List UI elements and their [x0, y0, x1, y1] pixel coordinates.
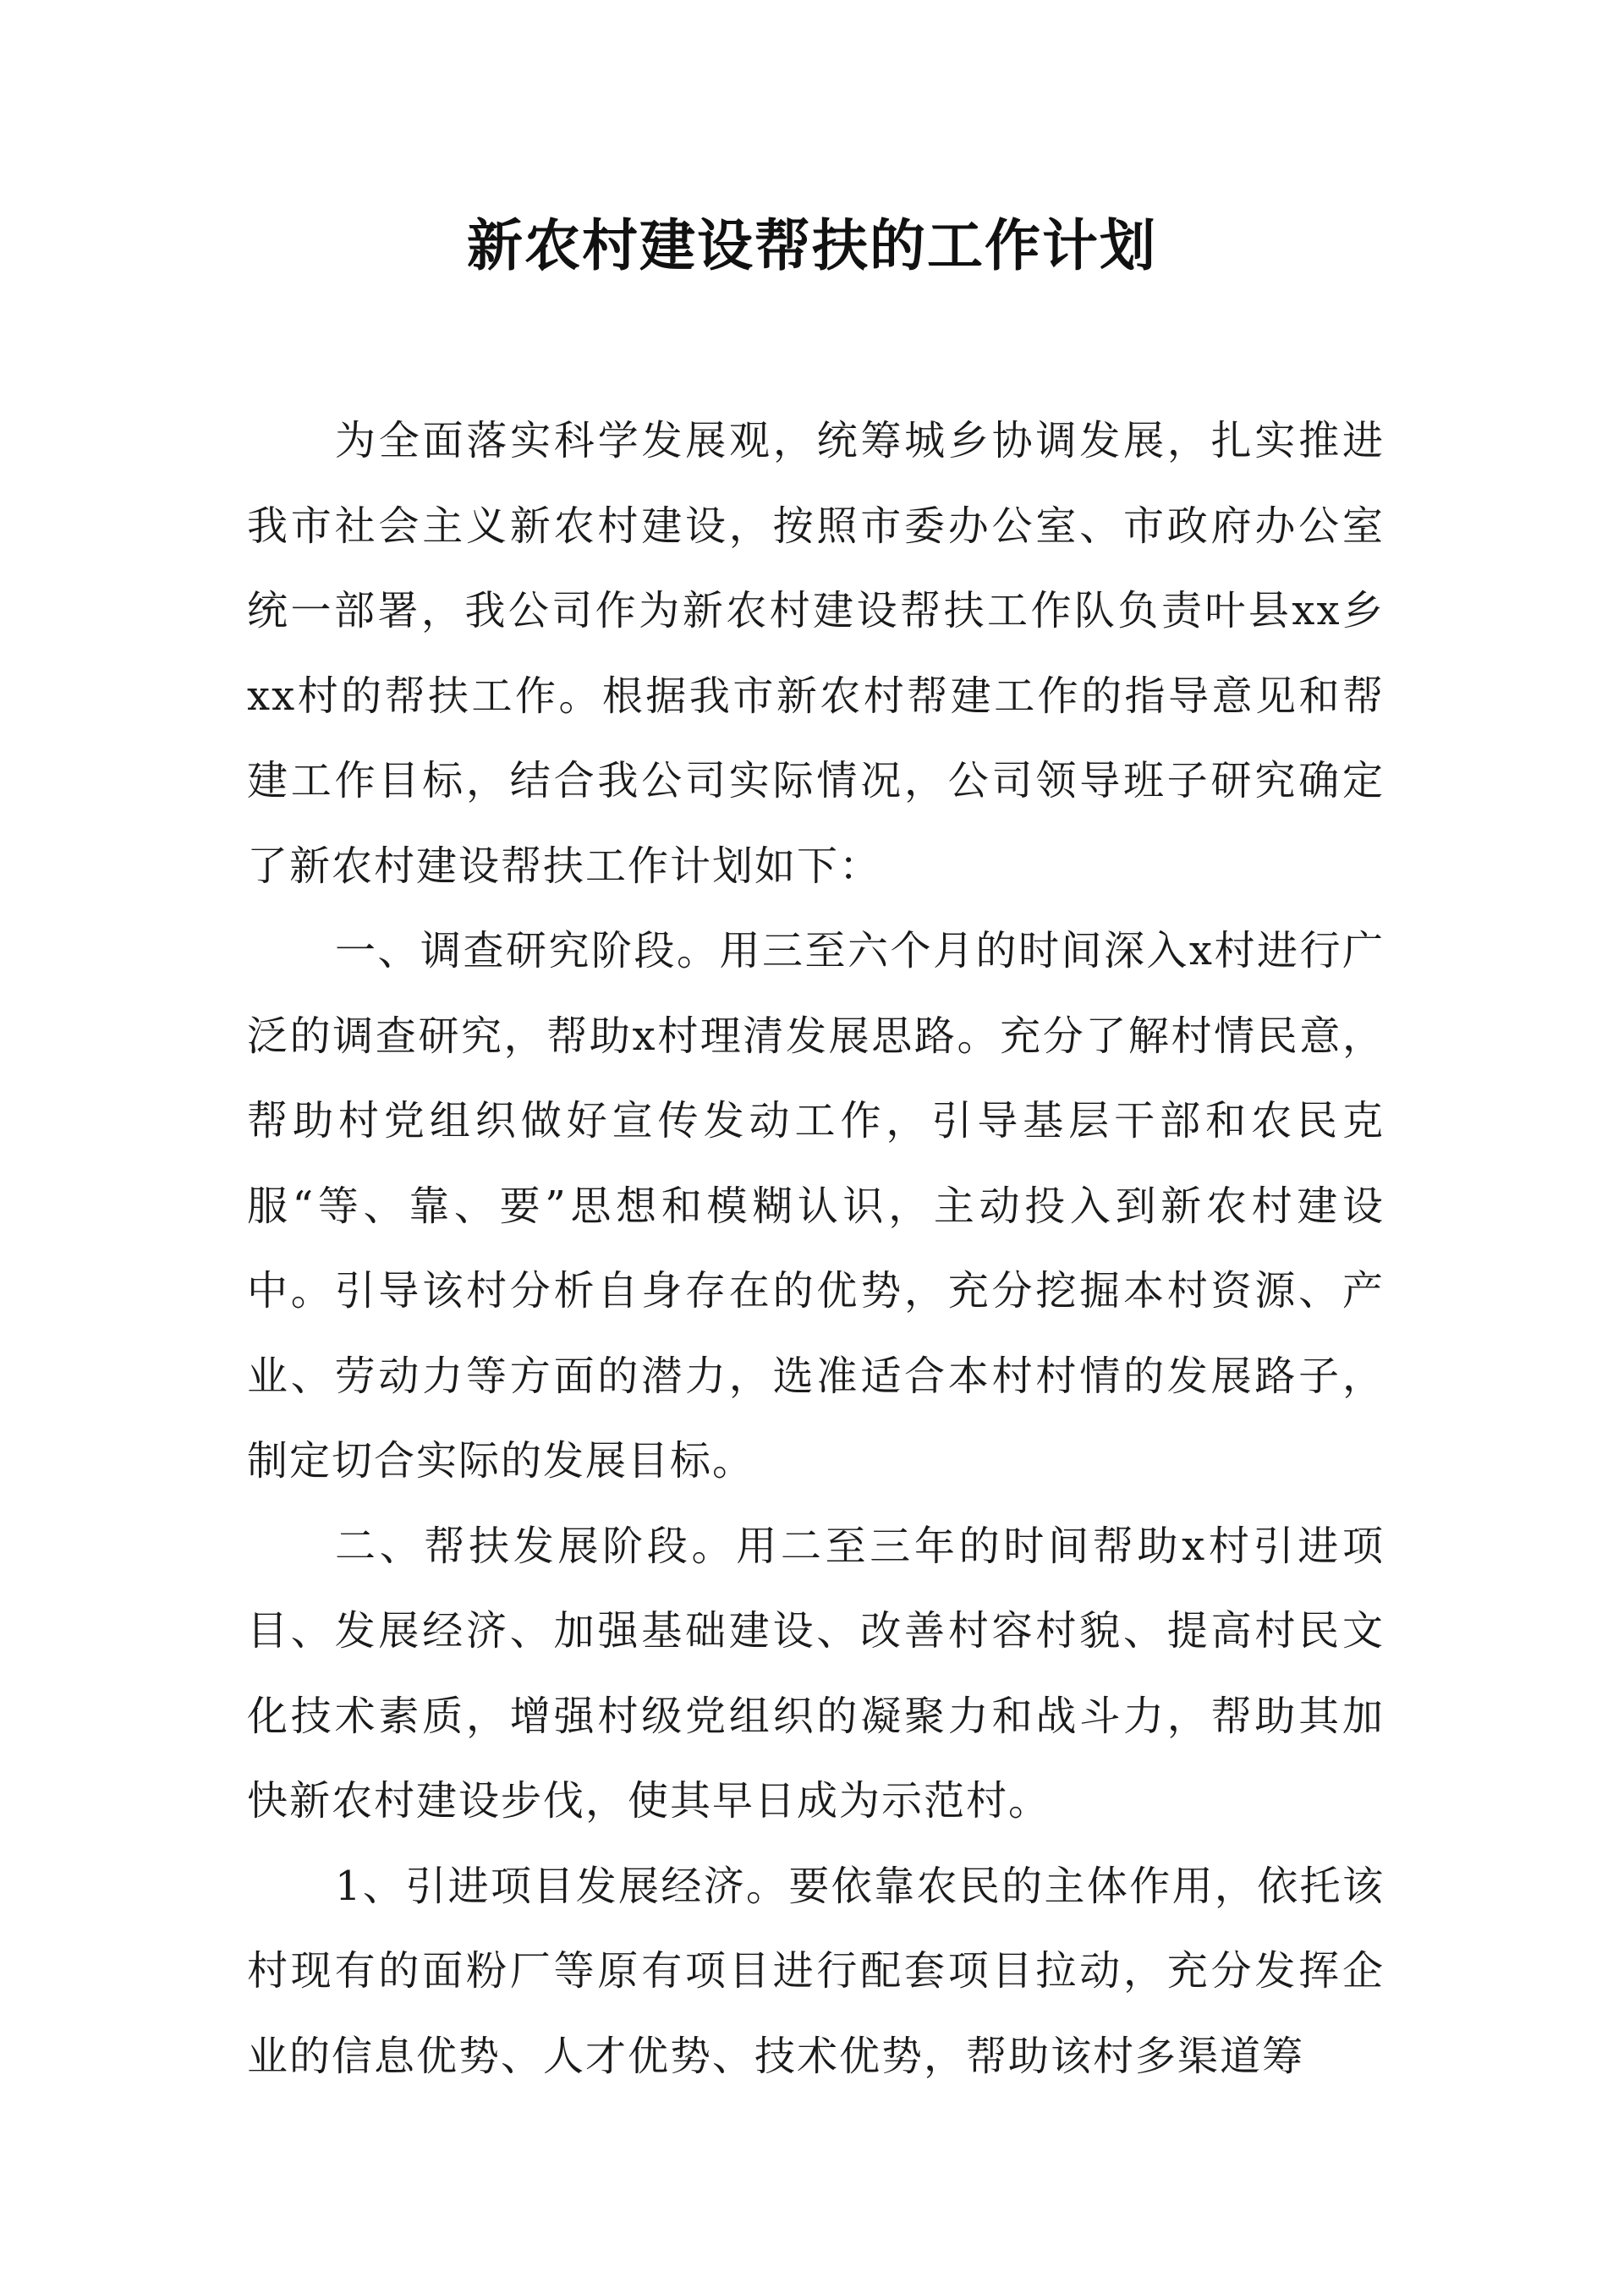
paragraph-research-stage: 一、调查研究阶段。用三至六个月的时间深入x村进行广泛的调查研究，帮助x村理清发展思路。充分了解村情民意，帮助村党组织做好宣传发动工作，引导基层干部和农民克服“等、靠、要”思想和模糊认识，主动投入到新农村建设中。引导该村分析自身存在的优势，充分挖掘本村资源、产业、劳动力等方面的潜力，选准适合本村村情的发展路子，制定切合实际的发展目标。: [247, 927, 1385, 1485]
paragraph-project-introduction: 1、引进项目发展经济。要依靠农民的主体作用，依托该村现有的面粉厂等原有项目进行配套项目拉动，充分发挥企业的信息优势、人才优势、技术优势，帮助该村多渠道筹: [247, 1862, 1385, 2080]
document-title: 新农村建设帮扶的工作计划: [467, 212, 1157, 278]
document-body: [247, 398, 1385, 2099]
paragraph-development-stage: 二、帮扶发展阶段。用二至三年的时间帮助x村引进项目、发展经济、加强基础建设、改善村容村貌、提高村民文化技术素质，增强村级党组织的凝聚力和战斗力，帮助其加快新农村建设步伐，使其早日成为示范村。: [247, 1522, 1385, 1825]
paragraph-intro: 为全面落实科学发展观，统筹城乡协调发展，扎实推进我市社会主义新农村建设，按照市委办公室、市政府办公室统一部署，我公司作为新农村建设帮扶工作队负责叶县xx乡xx村的帮扶工作。根据我市新农村帮建工作的指导意见和帮建工作目标，结合我公司实际情况，公司领导班子研究确定了新农村建设帮扶工作计划如下：: [247, 417, 1385, 890]
